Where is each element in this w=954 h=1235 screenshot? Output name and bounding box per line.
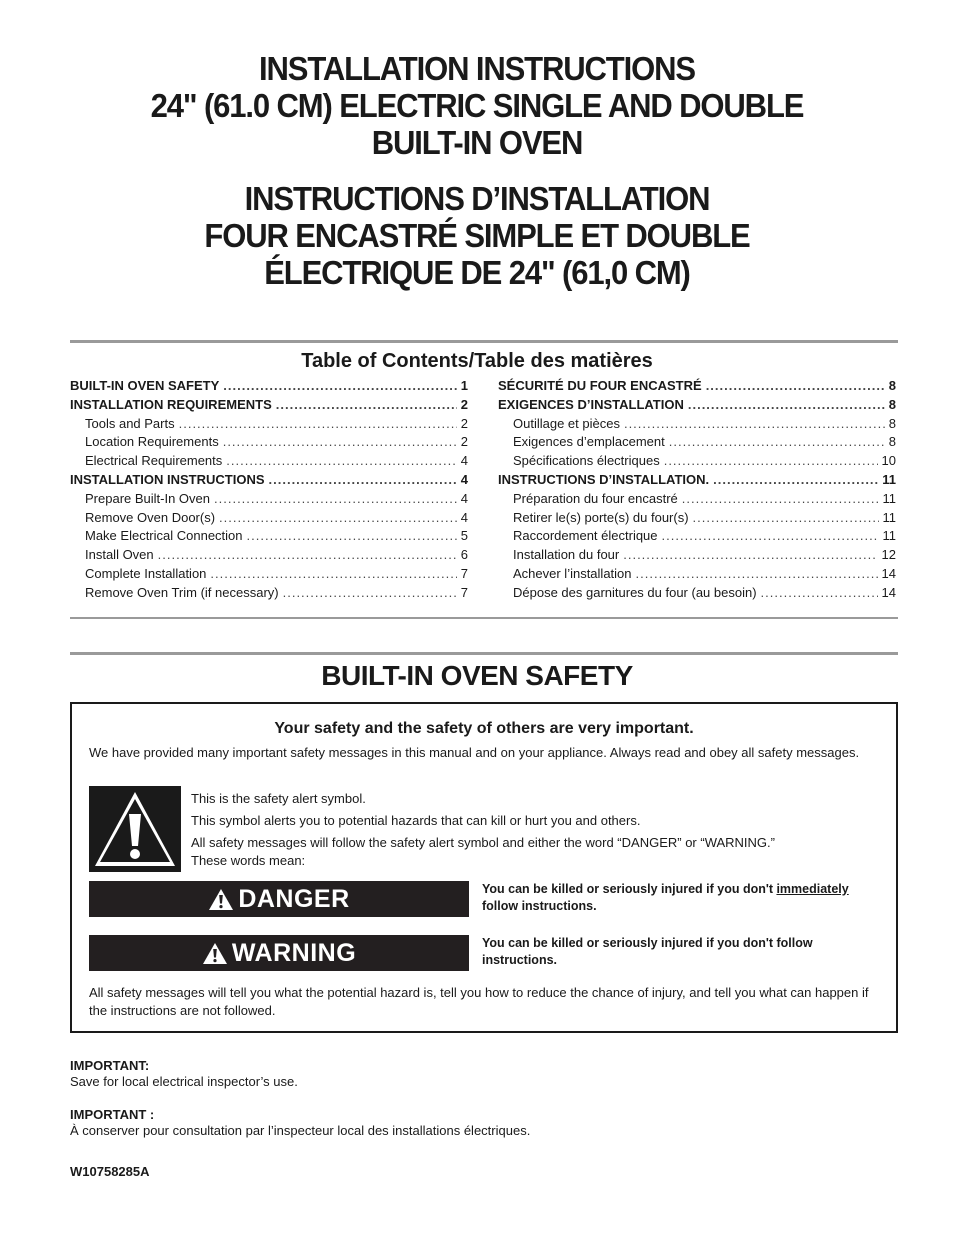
toc-leader-dots — [219, 510, 457, 525]
toc-entry-label: Electrical Requirements — [85, 453, 223, 469]
toc-entry-page: 4 — [460, 509, 468, 525]
toc-leader-dots — [223, 434, 457, 449]
toc-entry-page: 8 — [888, 415, 896, 431]
toc-leader-dots — [247, 528, 457, 543]
divider — [70, 617, 898, 619]
toc-leader-dots — [276, 397, 457, 412]
toc-entry-page: 14 — [881, 584, 896, 600]
toc-entry — [70, 491, 468, 510]
toc-entry — [498, 397, 896, 416]
divider — [70, 340, 898, 343]
toc-entry-page: 2 — [460, 434, 468, 450]
warning-triangle-icon — [208, 888, 234, 911]
toc-entry-page: 4 — [460, 490, 468, 506]
divider — [70, 652, 898, 655]
toc-entry-label: Complete Installation — [85, 565, 207, 581]
toc-entry-page: 2 — [460, 415, 468, 431]
important-heading: IMPORTANT : — [70, 1107, 155, 1122]
toc-entry-label: Retirer le(s) porte(s) du four(s) — [513, 509, 689, 525]
toc-entry — [70, 472, 468, 491]
toc-entry-label: Achever l’installation — [513, 565, 632, 581]
toc-leader-dots — [636, 566, 878, 581]
title-english — [0, 50, 954, 161]
toc-entry-label: Spécifications électriques — [513, 453, 660, 469]
title-line: BUILT-IN OVEN — [371, 124, 583, 161]
toc-leader-dots — [226, 453, 456, 468]
toc-entry — [498, 585, 896, 604]
danger-description — [482, 881, 882, 915]
safety-intro: We have provided many important safety messages in this manual and on your appliance. Always read and obey all safety messages. — [89, 745, 860, 760]
toc-entry-label: Remove Oven Door(s) — [85, 509, 216, 525]
toc-leader-dots — [269, 472, 457, 487]
toc-entry — [498, 566, 896, 585]
toc-entry-label: Tools and Parts — [85, 415, 175, 431]
important-text: À conserver pour consultation par l’inspecteur local des installations électriques. — [70, 1123, 531, 1138]
toc-leader-dots — [664, 453, 878, 468]
toc-entry — [70, 453, 468, 472]
toc-entry — [498, 491, 896, 510]
safety-heading: Your safety and the safety of others are very important. — [274, 720, 694, 737]
important-note-english — [70, 1058, 298, 1090]
toc-entry-label: Installation du four — [513, 547, 620, 563]
toc-entry-page: 11 — [882, 528, 896, 544]
toc-entry-page: 7 — [460, 565, 468, 581]
toc-entry-page: 1 — [460, 378, 468, 393]
toc-leader-dots — [624, 416, 885, 431]
toc-entry-page: 11 — [882, 471, 896, 487]
toc-entry-label: INSTALLATION REQUIREMENTS — [70, 396, 272, 412]
document-title — [0, 50, 954, 291]
section-title: BUILT-IN OVEN SAFETY — [321, 660, 633, 691]
important-note-french — [70, 1107, 530, 1139]
toc-leader-dots — [706, 378, 885, 393]
toc-entry — [70, 416, 468, 435]
toc-entry — [498, 434, 896, 453]
toc-leader-dots — [662, 528, 879, 543]
toc-entry-label: Préparation du four encastré — [513, 490, 678, 506]
toc-leader-dots — [693, 510, 879, 525]
danger-text: follow instructions. — [482, 899, 597, 913]
toc-entry-page: 2 — [460, 396, 468, 412]
important-text: Save for local electrical inspector’s use. — [70, 1074, 298, 1089]
toc-entry-label: Exigences d’emplacement — [513, 434, 665, 450]
toc-title: Table of Contents/Table des matières — [301, 350, 653, 372]
toc-entry — [70, 378, 468, 397]
toc-leader-dots — [623, 547, 877, 562]
danger-banner — [89, 881, 469, 917]
toc-entry — [498, 510, 896, 529]
toc-leader-dots — [210, 566, 456, 581]
toc-entry-page: 6 — [460, 547, 468, 563]
toc-entry — [70, 397, 468, 416]
symbol-line: These words mean: — [191, 853, 306, 868]
title-line: INSTALLATION INSTRUCTIONS — [259, 50, 695, 87]
toc-entry-page: 8 — [888, 378, 896, 393]
symbol-line: This symbol alerts you to potential hazards that can kill or hurt you and others. — [191, 813, 641, 828]
title-line: INSTRUCTIONS D’INSTALLATION — [244, 180, 710, 217]
toc-entry-label: Remove Oven Trim (if necessary) — [85, 584, 279, 600]
toc-entry-label: BUILT-IN OVEN SAFETY — [70, 378, 220, 393]
toc-leader-dots — [283, 585, 457, 600]
toc-entry-label: INSTRUCTIONS D’INSTALLATION. — [498, 471, 710, 487]
toc-entry-label: Dépose des garnitures du four (au besoin) — [513, 584, 757, 600]
safety-alert-symbol-icon — [89, 786, 181, 872]
title-french — [0, 180, 954, 291]
toc-entry-label: EXIGENCES D’INSTALLATION — [498, 396, 684, 412]
danger-text: You can be killed or seriously injured if you don't — [482, 882, 777, 896]
danger-emphasis: immediately — [776, 882, 849, 896]
toc-entry — [498, 547, 896, 566]
toc-entry — [70, 585, 468, 604]
toc-entry-page: 4 — [460, 471, 468, 487]
toc-column-french — [498, 378, 896, 604]
toc-entry — [498, 453, 896, 472]
toc-entry-label: Raccordement électrique — [513, 528, 658, 544]
toc-entry — [498, 528, 896, 547]
safety-box — [70, 702, 898, 1033]
toc-entry-label: Outillage et pièces — [513, 415, 620, 431]
toc-entry — [70, 566, 468, 585]
toc-leader-dots — [179, 416, 457, 431]
toc-entry — [70, 547, 468, 566]
toc-entry-label: SÉCURITÉ DU FOUR ENCASTRÉ — [498, 378, 702, 393]
warning-triangle-icon — [202, 942, 228, 965]
symbol-line: This is the safety alert symbol. — [191, 791, 366, 806]
part-number: W10758285A — [70, 1164, 150, 1179]
warning-banner — [89, 935, 469, 971]
symbol-line: All safety messages will follow the safety alert symbol and either the word “DANGER” or “WARNING.” — [191, 835, 775, 850]
warning-label: WARNING — [231, 938, 357, 967]
danger-label: DANGER — [238, 884, 350, 913]
toc-entry-page: 8 — [888, 434, 896, 450]
title-line: FOUR ENCASTRÉ SIMPLE ET DOUBLE — [204, 217, 750, 254]
toc-leader-dots — [158, 547, 457, 562]
toc-entry-page: 11 — [882, 490, 896, 506]
toc-entry — [70, 434, 468, 453]
toc-entry-label: Install Oven — [85, 547, 154, 563]
title-line: ÉLECTRIQUE DE 24" (61,0 CM) — [264, 254, 690, 291]
toc-entry-page: 5 — [460, 528, 468, 544]
toc-column-english — [70, 378, 468, 604]
toc-entry-label: Prepare Built-In Oven — [85, 490, 211, 506]
toc-entry — [498, 416, 896, 435]
toc-entry — [70, 528, 468, 547]
toc-entry — [498, 472, 896, 491]
toc-leader-dots — [761, 585, 878, 600]
toc-entry-page: 8 — [888, 396, 896, 412]
important-heading: IMPORTANT: — [70, 1058, 150, 1073]
toc-entry-page: 12 — [881, 547, 896, 563]
toc-entry-label: Make Electrical Connection — [85, 528, 243, 544]
warning-description: You can be killed or seriously injured if you don't follow instructions. — [482, 936, 813, 967]
toc-entry-page: 14 — [881, 565, 896, 581]
toc-leader-dots — [669, 434, 885, 449]
toc-entry-label: Location Requirements — [85, 434, 219, 450]
toc-entry-label: INSTALLATION INSTRUCTIONS — [70, 471, 265, 487]
toc-leader-dots — [223, 378, 457, 393]
toc-entry — [498, 378, 896, 397]
toc-leader-dots — [682, 491, 879, 506]
toc-entry-page: 11 — [882, 509, 896, 525]
toc-leader-dots — [214, 491, 457, 506]
toc-entry-page: 10 — [881, 453, 896, 469]
safety-footer: All safety messages will tell you what the potential hazard is, tell you how to reduce the chance of injury, and tell you what can happen if the instructions are not followed. — [89, 985, 869, 1018]
toc-entry — [70, 510, 468, 529]
toc-entry-page: 4 — [460, 453, 468, 469]
toc-leader-dots — [713, 472, 878, 487]
title-line: 24" (61.0 CM) ELECTRIC SINGLE AND DOUBLE — [150, 87, 804, 124]
toc-leader-dots — [688, 397, 885, 412]
toc-entry-page: 7 — [460, 584, 468, 600]
